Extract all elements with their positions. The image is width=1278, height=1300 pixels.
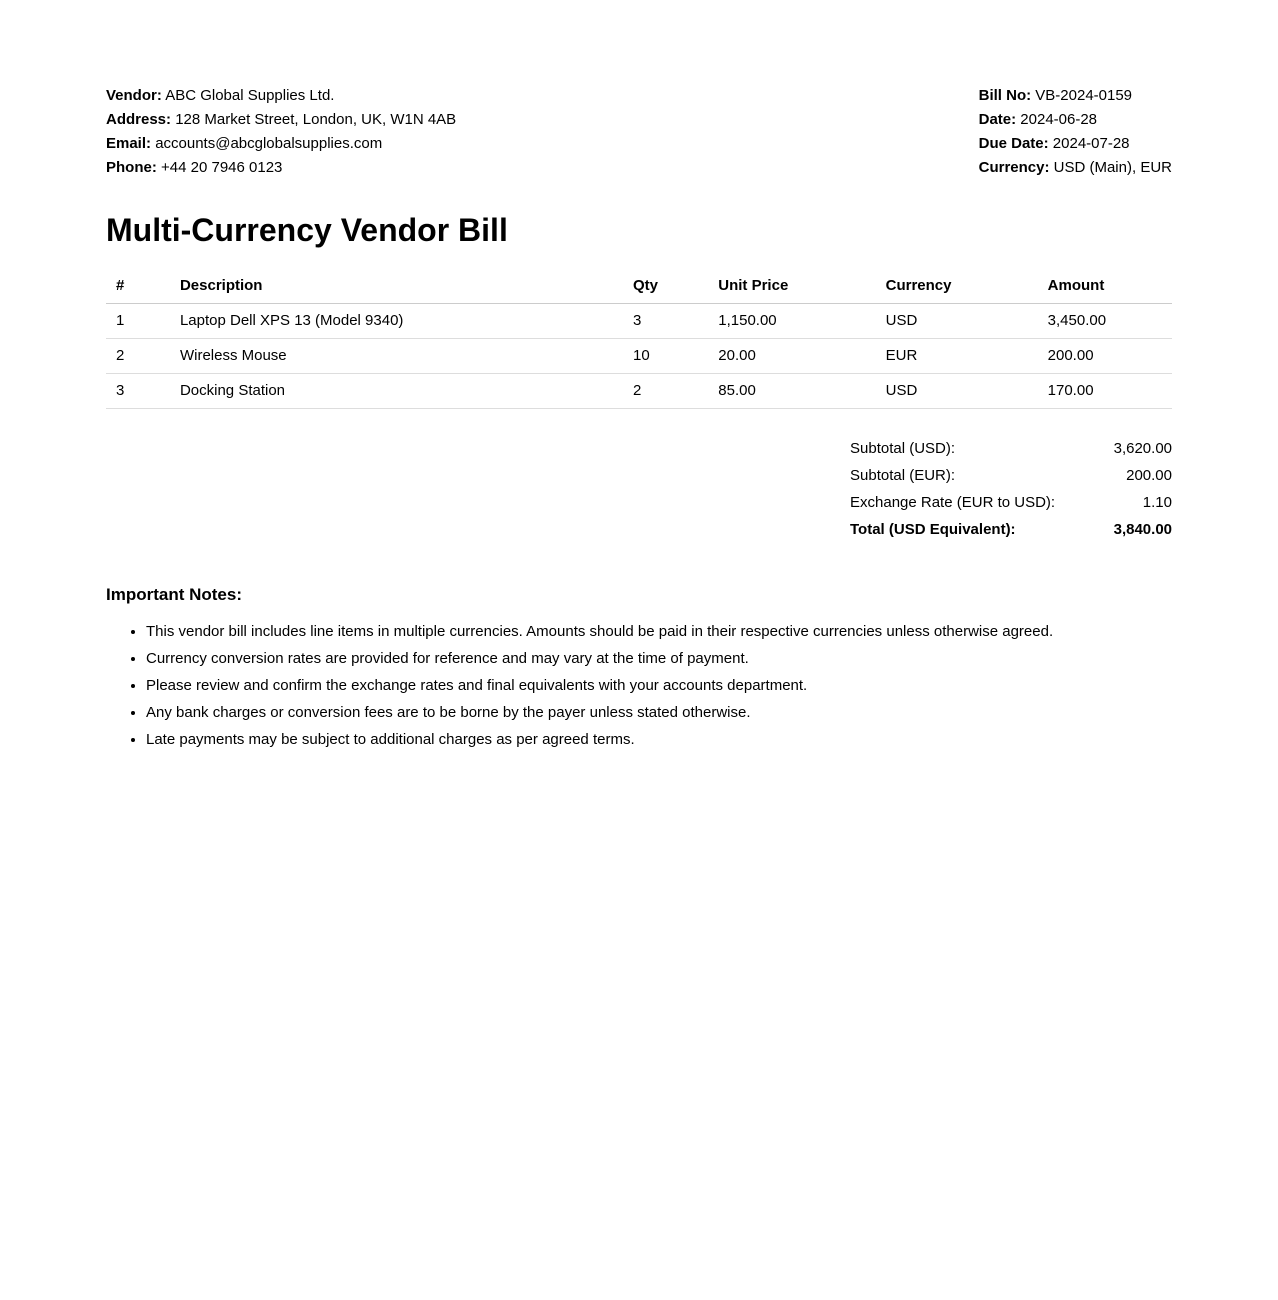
table-cell: 3 [106, 374, 170, 409]
column-header-description: Description [170, 273, 623, 304]
total-label: Total (USD Equivalent): [850, 521, 1016, 538]
table-cell: USD [876, 304, 1038, 339]
table-cell: 3,450.00 [1038, 304, 1172, 339]
bill-date-line [979, 108, 1172, 132]
due-date-line [979, 132, 1172, 156]
note-item: • Currency conversion rates are provided for reference and may vary at the time of payment. [146, 650, 1172, 668]
vendor-name: ABC Global Supplies Ltd. [165, 87, 335, 104]
column-header-index: # [106, 273, 170, 304]
line-items-header [106, 273, 1172, 304]
table-cell: Docking Station [170, 374, 623, 409]
total-value: 3,620.00 [1113, 440, 1172, 457]
date-label: Date: [978, 111, 1017, 128]
bill-no-label: Bill No: [978, 87, 1032, 104]
table-cell: 1,150.00 [708, 304, 875, 339]
column-header-amount: Amount [1038, 273, 1172, 304]
totals-row [850, 516, 1172, 543]
table-cell: 85.00 [708, 374, 875, 409]
totals-row [850, 435, 1172, 462]
note-item: • Please review and confirm the exchange rates and final equivalents with your accounts department. [146, 677, 1172, 695]
due-date: 2024-07-28 [1052, 135, 1130, 152]
vendor-email: accounts@abcglobalsupplies.com [155, 135, 383, 152]
vendor-phone-line [106, 156, 456, 180]
notes-heading: Important Notes: [106, 585, 242, 604]
currency-label: Currency: [978, 159, 1050, 176]
note-item: • This vendor bill includes line items in multiple currencies. Amounts should be paid in their respective currencies unless otherwise agreed. [146, 623, 1172, 641]
table-cell: Wireless Mouse [170, 339, 623, 374]
column-header-currency: Currency [876, 273, 1038, 304]
column-header-qty: Qty [623, 273, 708, 304]
header-row [106, 273, 1172, 304]
total-value: 3,840.00 [1113, 521, 1172, 538]
email-label: Email: [106, 135, 152, 152]
vendor-address: 128 Market Street, London, UK, W1N 4AB [175, 111, 457, 128]
table-cell: 20.00 [708, 339, 875, 374]
total-value: 1.10 [1142, 494, 1172, 511]
document-header [106, 84, 1172, 180]
notes-list [106, 623, 1172, 749]
total-label: Exchange Rate (EUR to USD): [850, 494, 1056, 511]
table-cell: 10 [623, 339, 708, 374]
bill-no: VB-2024-0159 [1035, 87, 1133, 104]
table-cell: 2 [106, 339, 170, 374]
vendor-email-line [106, 132, 456, 156]
table-cell: Laptop Dell XPS 13 (Model 9340) [170, 304, 623, 339]
table-cell: EUR [876, 339, 1038, 374]
address-label: Address: [106, 111, 172, 128]
table-row [106, 339, 1172, 374]
currency-line [979, 156, 1172, 180]
bill-date: 2024-06-28 [1020, 111, 1098, 128]
total-value: 200.00 [1126, 467, 1172, 484]
table-cell: 170.00 [1038, 374, 1172, 409]
totals-section [106, 435, 1172, 543]
vendor-name-line [106, 84, 456, 108]
table-row [106, 374, 1172, 409]
line-items-table [106, 273, 1172, 409]
bill-meta [979, 84, 1172, 180]
totals-body [850, 435, 1172, 543]
vendor-address-line [106, 108, 456, 132]
table-cell: 3 [623, 304, 708, 339]
vendor-info [106, 84, 456, 180]
totals-row [850, 462, 1172, 489]
column-header-unit-price: Unit Price [708, 273, 875, 304]
page-title: Multi-Currency Vendor Bill [106, 212, 508, 248]
line-items-body [106, 304, 1172, 409]
currency-value: USD (Main), EUR [1053, 159, 1172, 176]
totals-row [850, 489, 1172, 516]
vendor-phone: +44 20 7946 0123 [161, 159, 283, 176]
totals-table [850, 435, 1172, 543]
bill-no-line [979, 84, 1172, 108]
table-cell: 200.00 [1038, 339, 1172, 374]
table-cell: 1 [106, 304, 170, 339]
total-label: Subtotal (EUR): [850, 467, 956, 484]
note-item: • Late payments may be subject to additional charges as per agreed terms. [146, 731, 1172, 749]
total-label: Subtotal (USD): [850, 440, 956, 457]
vendor-label: Vendor: [106, 87, 162, 104]
notes-section [106, 585, 1172, 749]
phone-label: Phone: [106, 159, 157, 176]
table-cell: USD [876, 374, 1038, 409]
note-item: • Any bank charges or conversion fees are to be borne by the payer unless stated otherwise. [146, 704, 1172, 722]
table-row [106, 304, 1172, 339]
due-date-label: Due Date: [978, 135, 1049, 152]
table-cell: 2 [623, 374, 708, 409]
